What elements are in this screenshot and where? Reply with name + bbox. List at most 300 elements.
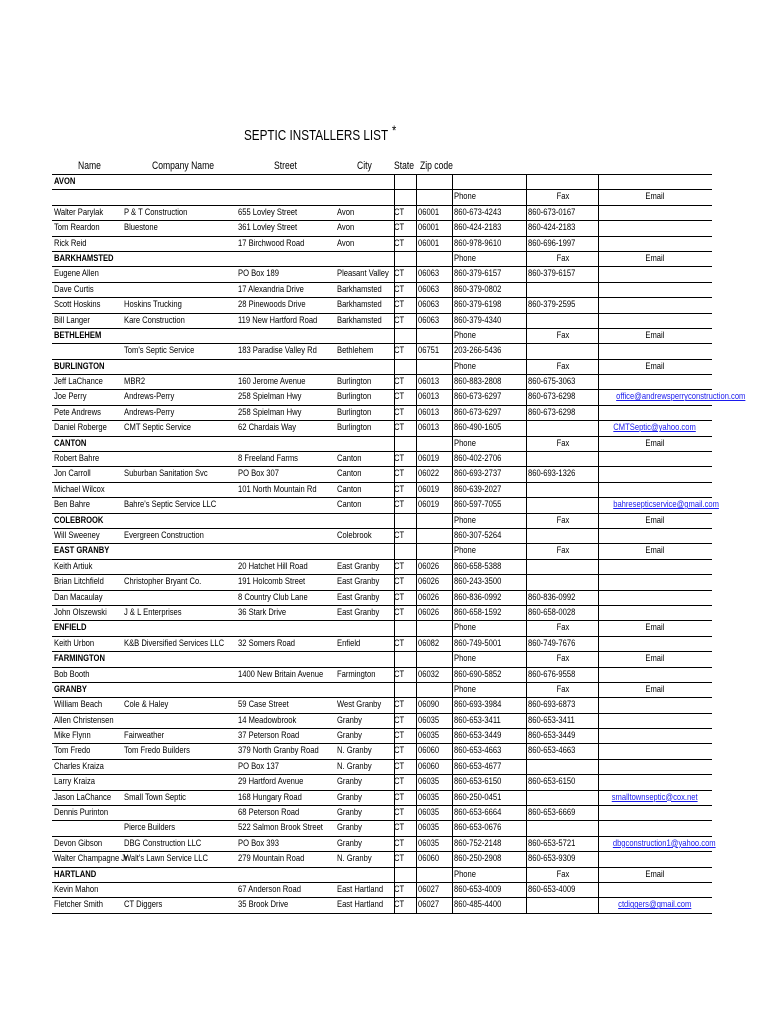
cell-zip <box>418 221 444 235</box>
cell-zip <box>418 791 444 805</box>
column-divider <box>526 637 527 651</box>
zip-text: 06013 <box>418 376 440 388</box>
phone-text: Phone <box>454 329 476 341</box>
column-divider <box>598 360 599 374</box>
cell-email <box>600 683 710 697</box>
cell-company <box>124 698 179 712</box>
cell-state <box>394 821 407 835</box>
column-divider <box>416 821 417 835</box>
phone-text: 860-749-5001 <box>454 637 502 649</box>
cell-phone <box>454 652 481 666</box>
phone-text: 860-424-2183 <box>454 222 502 234</box>
column-divider <box>452 437 453 451</box>
cell-company <box>124 344 212 358</box>
street-text: PO Box 307 <box>238 468 279 480</box>
column-divider <box>394 514 395 528</box>
cell-name <box>54 652 118 666</box>
email-link[interactable]: dbgconstruction1@yahoo.com <box>612 837 716 849</box>
column-divider <box>526 314 527 328</box>
cell-fax <box>528 729 587 743</box>
cell-city <box>337 375 380 389</box>
email-wrapper <box>618 898 691 912</box>
column-divider <box>526 652 527 666</box>
cell-state <box>394 791 407 805</box>
town-name: BARKHAMSTED <box>54 252 114 264</box>
name-text: Michael Wilcox <box>54 483 105 495</box>
cell-phone <box>454 791 513 805</box>
column-divider <box>598 652 599 666</box>
state-text: CT <box>394 314 405 326</box>
cell-email <box>600 544 710 558</box>
fax-text: 860-675-3063 <box>528 376 576 388</box>
name-text: Pete Andrews <box>54 406 101 418</box>
company-text: Small Town Septic <box>124 791 186 803</box>
cell-zip <box>418 314 444 328</box>
cell-street <box>238 821 344 835</box>
cell-phone <box>454 621 481 635</box>
cell-name <box>54 544 123 558</box>
cell-city <box>337 452 368 466</box>
column-header-company: Company Name <box>152 160 214 172</box>
column-divider <box>526 821 527 835</box>
fax-text: 860-653-3449 <box>528 730 576 742</box>
column-divider <box>416 421 417 435</box>
cell-zip <box>418 452 444 466</box>
name-text: Joe Perry <box>54 391 87 403</box>
column-divider <box>526 683 527 697</box>
fax-text: 860-653-4009 <box>528 883 576 895</box>
name-text: Keith Artiuk <box>54 560 93 572</box>
cell-zip <box>418 467 444 481</box>
company-text: Bluestone <box>124 222 158 234</box>
state-text: CT <box>394 899 405 911</box>
phone-text: 860-673-4243 <box>454 206 502 218</box>
table-row <box>52 574 712 589</box>
cell-company <box>124 314 200 328</box>
column-divider <box>598 714 599 728</box>
town-name: COLEBROOK <box>54 514 104 526</box>
column-divider <box>526 575 527 589</box>
cell-name <box>54 714 128 728</box>
cell-phone <box>454 637 513 651</box>
cell-fax <box>528 467 587 481</box>
column-divider <box>598 190 599 204</box>
cell-fax <box>528 544 598 558</box>
fax-text: 860-653-3411 <box>528 714 575 726</box>
name-text: John Olszewski <box>54 606 107 618</box>
state-text: CT <box>394 776 405 788</box>
email-link[interactable]: smalltownseptic@cox.net <box>612 791 698 803</box>
company-text: Evergreen Construction <box>124 529 204 541</box>
column-divider <box>416 529 417 543</box>
name-text: Jeff LaChance <box>54 376 103 388</box>
city-text: Farmington <box>337 668 376 680</box>
email-link[interactable]: office@andrewsperryconstruction.com <box>616 391 746 403</box>
column-divider <box>416 390 417 404</box>
email-link[interactable]: CMTSeptic@yahoo.com <box>613 422 697 434</box>
cell-street <box>238 237 321 251</box>
cell-state <box>394 760 407 774</box>
contact-labels-row <box>52 189 712 204</box>
city-text: East Granby <box>337 606 380 618</box>
table-row <box>52 420 712 435</box>
column-divider <box>598 206 599 220</box>
column-divider <box>526 175 527 189</box>
phone-text: 860-639-2027 <box>454 483 502 495</box>
name-text: Mike Flynn <box>54 730 91 742</box>
cell-fax <box>528 252 598 266</box>
phone-text: 203-266-5436 <box>454 345 502 357</box>
table-row <box>52 713 712 728</box>
email-text: Email <box>645 545 665 557</box>
column-divider <box>526 406 527 420</box>
column-divider <box>526 606 527 620</box>
table-row <box>52 743 712 758</box>
town-name: EAST GRANBY <box>54 545 110 557</box>
column-divider <box>598 375 599 389</box>
cell-phone <box>454 437 481 451</box>
column-divider <box>526 190 527 204</box>
cell-name <box>54 575 116 589</box>
email-text: Email <box>645 653 665 665</box>
zip-text: 06013 <box>418 406 440 418</box>
name-text: Scott Hoskins <box>54 299 101 311</box>
zip-text: 06035 <box>418 714 440 726</box>
cell-zip <box>418 591 444 605</box>
town-name: BURLINGTON <box>54 360 105 372</box>
cell-state <box>394 283 407 297</box>
state-text: CT <box>394 376 405 388</box>
cell-city <box>337 821 368 835</box>
phone-text: 860-693-2737 <box>454 468 502 480</box>
city-text: Canton <box>337 453 362 465</box>
column-divider <box>416 606 417 620</box>
column-divider <box>598 544 599 558</box>
street-text: PO Box 189 <box>238 268 279 280</box>
name-text: Eugene Allen <box>54 268 99 280</box>
cell-company <box>124 637 249 651</box>
state-text: CT <box>394 637 405 649</box>
cell-phone <box>454 606 513 620</box>
company-text: Fairweather <box>124 730 165 742</box>
column-divider <box>394 360 395 374</box>
cell-state <box>394 237 407 251</box>
column-divider <box>526 437 527 451</box>
cell-name <box>54 837 114 851</box>
state-text: CT <box>394 283 405 295</box>
column-divider <box>526 514 527 528</box>
column-divider <box>526 760 527 774</box>
fax-text: Fax <box>556 437 570 449</box>
column-divider <box>526 868 527 882</box>
table-row <box>52 451 712 466</box>
zip-text: 06026 <box>418 606 440 618</box>
state-text: CT <box>394 268 405 280</box>
cell-street <box>238 775 320 789</box>
state-text: CT <box>394 822 405 834</box>
phone-text: 860-490-1605 <box>454 422 502 434</box>
column-divider <box>598 898 599 912</box>
company-text: K&B Diversified Services LLC <box>124 637 225 649</box>
fax-text: 860-653-6150 <box>528 776 576 788</box>
name-text: William Beach <box>54 699 103 711</box>
cell-street <box>238 421 311 435</box>
state-text: CT <box>394 345 405 357</box>
column-divider <box>416 483 417 497</box>
phone-text: Phone <box>454 191 476 203</box>
column-divider <box>452 868 453 882</box>
table-row <box>52 236 712 251</box>
cell-city <box>337 775 368 789</box>
cell-state <box>394 775 407 789</box>
company-text: Pierce Builders <box>124 822 176 834</box>
phone-text: 860-653-6664 <box>454 807 502 819</box>
column-divider <box>526 421 527 435</box>
column-divider <box>452 714 453 728</box>
column-divider <box>598 298 599 312</box>
column-divider <box>452 375 453 389</box>
zip-text: 06001 <box>418 237 440 249</box>
state-text: CT <box>394 468 405 480</box>
phone-text: 860-836-0992 <box>454 591 502 603</box>
town-header-row <box>52 543 712 558</box>
cell-state <box>394 406 407 420</box>
city-text: East Hartland <box>337 883 384 895</box>
state-text: CT <box>394 837 405 849</box>
cell-street <box>238 483 336 497</box>
column-divider <box>452 652 453 666</box>
name-text: Walter Champagne Jr <box>54 853 128 865</box>
cell-phone <box>454 467 513 481</box>
cell-state <box>394 591 407 605</box>
cell-company <box>124 529 224 543</box>
cell-phone <box>454 252 481 266</box>
column-divider <box>598 221 599 235</box>
cell-street <box>238 406 317 420</box>
cell-fax <box>528 652 598 666</box>
cell-company <box>124 375 150 389</box>
cell-name <box>54 668 98 682</box>
cell-name <box>54 514 116 528</box>
company-text: Suburban Sanitation Svc <box>124 468 208 480</box>
table-row <box>52 882 712 897</box>
cell-fax <box>528 744 587 758</box>
fax-text: 860-693-1326 <box>528 468 576 480</box>
email-text: Email <box>645 360 665 372</box>
column-divider <box>452 575 453 589</box>
cell-phone <box>454 421 513 435</box>
phone-text: 860-653-0676 <box>454 822 502 834</box>
cell-phone <box>454 775 513 789</box>
column-divider <box>416 760 417 774</box>
column-divider <box>452 206 453 220</box>
column-divider <box>416 237 417 251</box>
column-divider <box>416 360 417 374</box>
cell-name <box>54 760 116 774</box>
column-divider <box>526 698 527 712</box>
city-text: N. Granby <box>337 853 372 865</box>
phone-text: 860-597-7055 <box>454 499 502 511</box>
column-divider <box>452 591 453 605</box>
company-text: J & L Enterprises <box>124 606 182 618</box>
state-text: CT <box>394 699 405 711</box>
cell-email <box>600 898 710 912</box>
cell-state <box>394 837 407 851</box>
street-text: 59 Case Street <box>238 699 289 711</box>
city-text: Avon <box>337 206 355 218</box>
cell-email <box>600 652 710 666</box>
town-header-row <box>52 867 712 882</box>
cell-fax <box>528 698 587 712</box>
cell-city <box>337 898 395 912</box>
table-row <box>52 282 712 297</box>
zip-text: 06082 <box>418 637 440 649</box>
city-text: Avon <box>337 222 355 234</box>
cell-phone <box>454 806 513 820</box>
cell-city <box>337 390 380 404</box>
city-text: Enfield <box>337 637 361 649</box>
cell-street <box>238 221 312 235</box>
cell-city <box>337 267 405 281</box>
cell-state <box>394 467 407 481</box>
name-text: Fletcher Smith <box>54 899 103 911</box>
fax-text: 860-379-6157 <box>528 268 576 280</box>
column-divider <box>598 668 599 682</box>
column-divider <box>394 437 395 451</box>
street-text: 168 Hungary Road <box>238 791 302 803</box>
table-row <box>52 497 719 512</box>
zip-text: 06026 <box>418 576 440 588</box>
column-divider <box>452 683 453 697</box>
table-row <box>52 790 712 805</box>
phone-text: Phone <box>454 868 476 880</box>
phone-text: 860-883-2808 <box>454 376 502 388</box>
cell-company <box>124 206 203 220</box>
column-divider <box>416 637 417 651</box>
cell-name <box>54 791 125 805</box>
phone-text: 860-673-6297 <box>454 406 502 418</box>
name-text: Bob Booth <box>54 668 90 680</box>
column-divider <box>526 852 527 866</box>
cell-fax <box>528 237 587 251</box>
state-text: CT <box>394 791 405 803</box>
column-divider <box>598 406 599 420</box>
column-divider <box>598 437 599 451</box>
table-row <box>52 836 716 851</box>
name-text: Charles Kraiza <box>54 760 104 772</box>
cell-city <box>337 806 368 820</box>
cell-company <box>124 421 208 435</box>
cell-zip <box>418 206 444 220</box>
column-divider <box>526 544 527 558</box>
table-row <box>52 389 746 404</box>
cell-name <box>54 406 113 420</box>
fax-text: Fax <box>556 360 570 372</box>
state-text: CT <box>394 483 405 495</box>
cell-city <box>337 760 380 774</box>
zip-text: 06001 <box>418 206 440 218</box>
cell-company <box>124 221 166 235</box>
fax-text: 860-673-6298 <box>528 406 576 418</box>
zip-text: 06060 <box>418 760 440 772</box>
column-divider <box>416 221 417 235</box>
cell-phone <box>454 760 513 774</box>
cell-city <box>337 744 380 758</box>
cell-phone <box>454 883 513 897</box>
town-header-row <box>52 651 712 666</box>
cell-fax <box>528 714 586 728</box>
cell-state <box>394 375 407 389</box>
fax-text: 860-658-0028 <box>528 606 576 618</box>
table-row <box>52 697 712 712</box>
cell-street <box>238 760 289 774</box>
column-divider <box>452 698 453 712</box>
cell-phone <box>454 298 513 312</box>
column-divider <box>598 729 599 743</box>
column-divider <box>598 514 599 528</box>
column-divider <box>416 298 417 312</box>
cell-city <box>337 698 392 712</box>
cell-fax <box>528 637 587 651</box>
cell-fax <box>528 514 598 528</box>
column-divider <box>452 883 453 897</box>
cell-zip <box>418 637 444 651</box>
cell-city <box>337 483 368 497</box>
zip-text: 06001 <box>418 222 440 234</box>
phone-text: 860-485-4400 <box>454 899 502 911</box>
cell-street <box>238 390 317 404</box>
phone-text: 860-250-0451 <box>454 791 502 803</box>
cell-email <box>600 868 710 882</box>
email-wrapper <box>614 421 696 435</box>
company-text: Andrews-Perry <box>124 391 175 403</box>
email-link[interactable]: bahresepticservice@gmail.com <box>613 499 719 511</box>
cell-name <box>54 698 114 712</box>
column-divider <box>598 760 599 774</box>
town-header-row <box>52 251 712 266</box>
column-divider <box>394 329 395 343</box>
cell-phone <box>454 375 513 389</box>
email-link[interactable]: ctdiggers@gmail.com <box>618 899 692 911</box>
company-text: Hoskins Trucking <box>124 299 182 311</box>
table-row <box>52 205 712 220</box>
cell-fax <box>528 621 598 635</box>
column-divider <box>598 575 599 589</box>
cell-phone <box>454 314 513 328</box>
cell-name <box>54 252 128 266</box>
column-divider <box>452 190 453 204</box>
column-divider <box>416 621 417 635</box>
phone-text: 860-653-4009 <box>454 883 502 895</box>
cell-fax <box>528 437 598 451</box>
column-divider <box>598 267 599 281</box>
column-divider <box>598 606 599 620</box>
column-divider <box>452 483 453 497</box>
cell-street <box>238 575 322 589</box>
table-row <box>52 728 712 743</box>
zip-text: 06019 <box>418 499 440 511</box>
cell-street <box>238 729 315 743</box>
column-divider <box>526 221 527 235</box>
table-row <box>52 851 712 866</box>
cell-city <box>337 837 368 851</box>
cell-zip <box>418 298 444 312</box>
column-divider <box>452 467 453 481</box>
cell-phone <box>454 575 513 589</box>
cell-phone <box>454 498 513 512</box>
city-text: Granby <box>337 837 362 849</box>
fax-text: 860-424-2183 <box>528 222 576 234</box>
